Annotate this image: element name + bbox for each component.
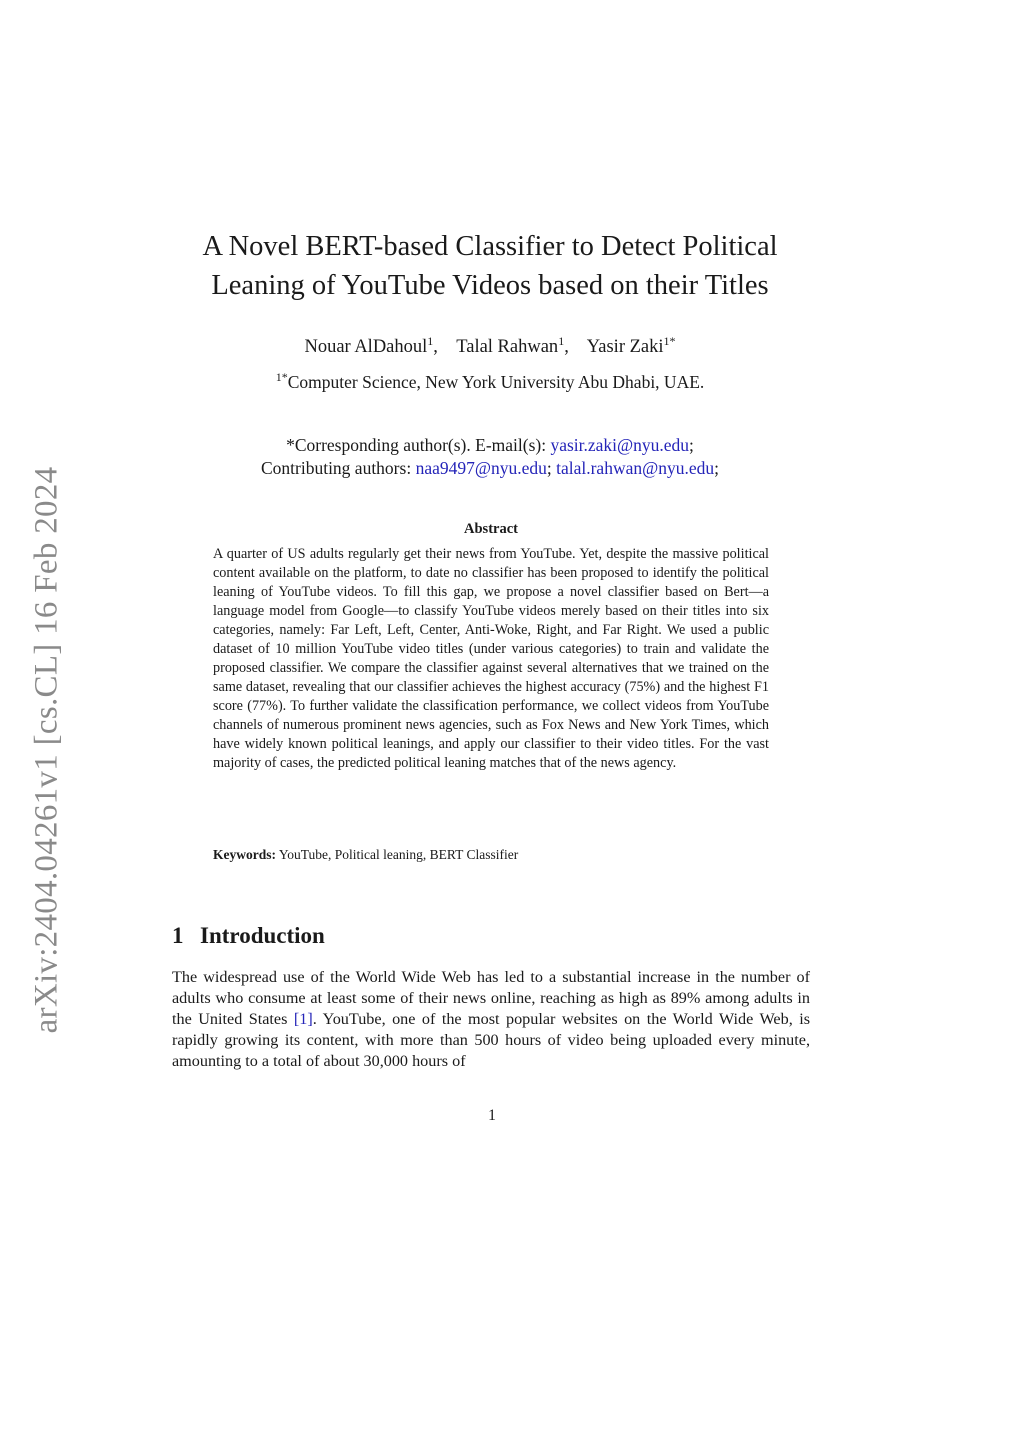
intro-text-start: The widespread use of the World Wide Web has led to a substantial increase in the number of adults who consume at least some of their news online, reaching as high as 89% among adults in the United States xyxy=(172,968,810,1028)
page-number: 1 xyxy=(488,1107,496,1124)
author-name: Talal Rahwan xyxy=(456,337,559,357)
introduction-paragraph xyxy=(172,967,810,1072)
keywords-line xyxy=(213,845,769,864)
affiliation-marker: 1* xyxy=(275,370,288,384)
paper-title-line-2: Leaning of YouTube Videos based on their Titles xyxy=(211,270,769,301)
author-name: Nouar AlDahoul xyxy=(304,337,428,357)
keywords-text: YouTube, Political leaning, BERT Classifier xyxy=(276,847,519,862)
corresponding-label: *Corresponding author(s). E-mail(s): xyxy=(286,435,551,455)
abstract-heading: Abstract xyxy=(464,521,518,537)
semicolon: ; xyxy=(714,458,719,478)
author-separator: , xyxy=(433,337,438,357)
author-name: Yasir Zaki xyxy=(586,337,664,357)
author-separator: , xyxy=(564,337,569,357)
section-number: 1 xyxy=(172,923,184,948)
contributing-authors-line xyxy=(160,457,820,480)
section-heading-introduction xyxy=(172,923,325,949)
corresponding-email-link[interactable]: yasir.zaki@nyu.edu xyxy=(550,435,690,455)
corresponding-author-line xyxy=(160,434,820,457)
author-affiliation-marker: 1 xyxy=(427,334,434,348)
contributing-label: Contributing authors: xyxy=(260,458,416,478)
citation-link[interactable]: [1] xyxy=(293,1010,313,1028)
intro-text-end: . YouTube, one of the most popular websites on the World Wide Web, is rapidly growing its content, with more than 500 hours of video being uploaded every minute, amounting to a total of about 30,000 hours of xyxy=(172,1010,810,1070)
keywords-label: Keywords: xyxy=(213,847,276,862)
paper-title-line-1: A Novel BERT-based Classifier to Detect Political xyxy=(202,231,778,262)
contributing-email-link-2[interactable]: talal.rahwan@nyu.edu xyxy=(556,458,715,478)
section-title: Introduction xyxy=(200,923,325,948)
abstract-text: A quarter of US adults regularly get their news from YouTube. Yet, despite the massive political content available on the platform, to date no classifier has been proposed to identify the political leaning of YouTube videos. To fill this gap, we propose a novel classifier based on Bert—a language model from Google—to classify YouTube videos merely based on their titles into six categories, namely: Far Left, Left, Center, Anti-Woke, Right, and Far Right. We used a public dataset of 10 million YouTube video titles (under various categories) to train and validate the proposed classifier. We compare the classifier against several alternatives that we trained on the same dataset, revealing that our classifier achieves the highest accuracy (75%) and the highest F1 score (77%). To further validate the classification performance, we collect videos from YouTube channels of numerous prominent news agencies, such as Fox News and New York Times, which have widely known political leanings, and apply our classifier to their video titles. For the vast majority of cases, the predicted political leaning matches that of the news agency. xyxy=(213,546,769,771)
paper-title xyxy=(160,227,820,305)
author-list xyxy=(160,334,820,360)
semicolon: ; xyxy=(689,435,694,455)
contact-block xyxy=(160,434,820,480)
author-affiliation-marker: 1 xyxy=(558,334,565,348)
contributing-email-link-1[interactable]: naa9497@nyu.edu xyxy=(415,458,547,478)
arxiv-identifier-stamp: arXiv:2404.04261v1 [cs.CL] 16 Feb 2024 xyxy=(28,466,65,1034)
affiliation xyxy=(160,370,820,394)
affiliation-text: Computer Science, New York University Abu Dhabi, UAE. xyxy=(287,372,705,392)
author-affiliation-marker: 1* xyxy=(663,334,676,348)
email-separator: ; xyxy=(546,458,557,478)
